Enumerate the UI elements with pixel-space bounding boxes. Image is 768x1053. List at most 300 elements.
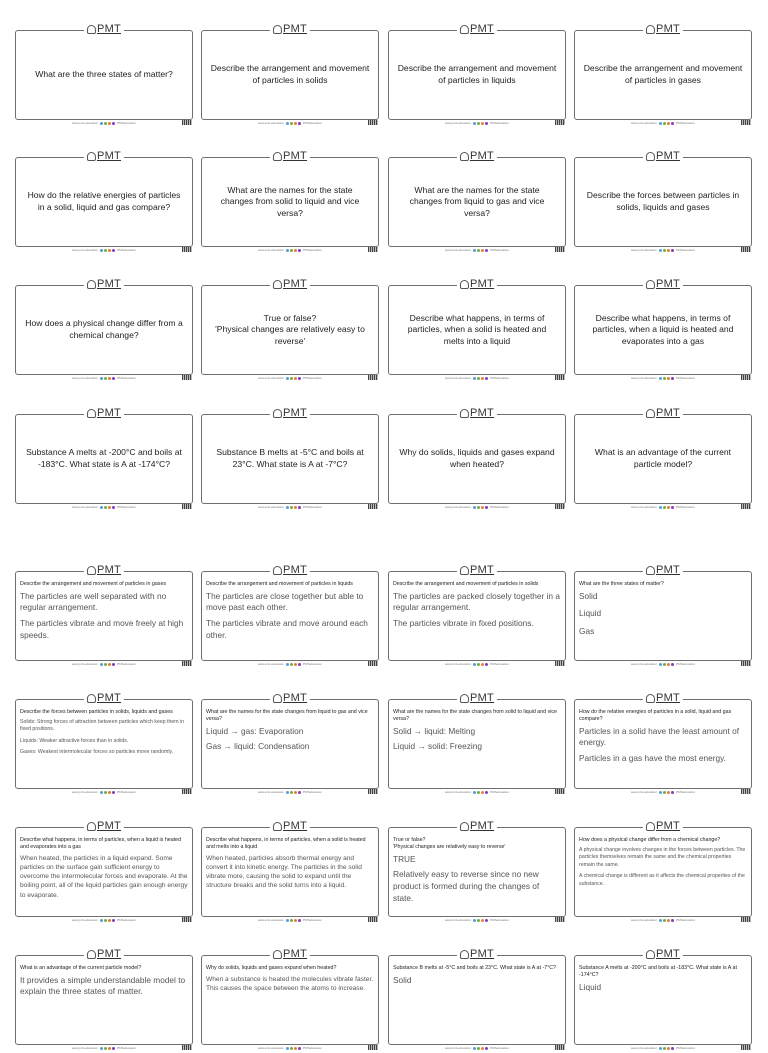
licence-badge-icon [741,120,751,125]
footer-links [256,790,324,794]
answer-card [15,564,193,666]
footer-text: www.pmt.education [630,1046,657,1050]
card-footer [16,789,192,797]
footer-links [629,376,697,380]
footer-links [256,248,324,252]
answer-text: The particles vibrate and move around each other. [206,618,368,640]
footer-links [256,376,324,380]
answer-card-question: Describe what happens, in terms of particles, when a solid is heated and melts into a liquid [206,837,366,850]
question-card [15,278,193,380]
footer-text: www.pmt.education [630,505,657,509]
footer-brand: PMTeducation [490,1046,510,1050]
social-icons [659,919,674,922]
social-icons [659,663,674,666]
footer-text: www.pmt.education [71,248,98,252]
card-footer [389,375,565,383]
footer-brand: PMTeducation [303,1046,323,1050]
pmt-emblem-icon [460,566,469,575]
answer-card-question: Substance B melts at -5°C and boils at 23°C. What state is A at -7°C? [393,965,556,971]
licence-badge-icon [741,789,751,794]
answer-text: Liquid [579,608,602,619]
logo-text: PMT [282,150,308,162]
licence-badge-icon [741,917,751,922]
question-text: Describe the arrangement and movement of particles in liquids [397,63,557,85]
licence-badge-icon [368,661,378,666]
answer-card-question: Describe the arrangement and movement of particles in solids [393,581,539,587]
footer-text: www.pmt.education [71,121,98,125]
footer-links [256,505,324,509]
footer-text: www.pmt.education [630,662,657,666]
card-footer [202,504,378,512]
social-icons [473,1047,488,1050]
pmt-emblem-icon [87,694,96,703]
footer-links [443,505,511,509]
card-footer [202,917,378,925]
footer-links [70,918,138,922]
logo-text: PMT [469,23,495,35]
answer-content [579,709,747,786]
footer-links [70,505,138,509]
social-icons [473,249,488,252]
answer-content [393,965,561,1042]
logo-text: PMT [469,948,495,960]
footer-text: www.pmt.education [630,790,657,794]
card-footer [202,247,378,255]
logo-text: PMT [96,407,122,419]
logo-text: PMT [655,150,681,162]
pmt-logo [84,948,124,960]
answer-content [206,709,374,786]
logo-text: PMT [282,564,308,576]
card-footer [389,661,565,669]
logo-text: PMT [282,278,308,290]
footer-links [443,790,511,794]
answer-text: Liquid → gas: Evaporation [206,725,304,736]
card-footer [16,504,192,512]
answer-content [579,581,747,658]
pmt-logo [270,948,310,960]
answer-content [20,709,188,786]
answer-card-question: Describe the arrangement and movement of particles in liquids [206,581,353,587]
footer-text: www.pmt.education [630,248,657,252]
answer-card-question: Why do solids, liquids and gases expand when heated? [206,965,337,971]
footer-brand: PMTeducation [490,790,510,794]
footer-links [629,918,697,922]
pmt-emblem-icon [646,950,655,959]
logo-text: PMT [469,150,495,162]
answer-text: The particles vibrate and move freely at high speeds. [20,618,184,640]
card-footer [389,247,565,255]
footer-text: www.pmt.education [257,790,284,794]
question-text: Describe what happens, in terms of particles, when a solid is heated and melts into a liquid [407,312,547,346]
pmt-emblem-icon [87,566,96,575]
pmt-logo [643,820,683,832]
footer-text: www.pmt.education [71,918,98,922]
logo-text: PMT [96,820,122,832]
question-card [574,23,752,125]
logo-text: PMT [469,820,495,832]
licence-badge-icon [555,1045,565,1050]
footer-text: www.pmt.education [71,376,98,380]
logo-text: PMT [655,820,681,832]
question-text: Why do solids, liquids and gases expand when heated? [399,447,555,469]
question-text: Substance A melts at -200°C and boils at -183°C. What state is A at -174°C? [26,447,182,469]
card-footer [575,917,751,925]
social-icons [100,663,115,666]
logo-text: PMT [655,948,681,960]
footer-brand: PMTeducation [117,790,137,794]
footer-text: www.pmt.education [257,376,284,380]
answer-card-question: How do the relative energies of particles in a solid, liquid and gas compare? [579,709,732,722]
answer-content [20,837,188,914]
footer-brand: PMTeducation [303,918,323,922]
licence-badge-icon [182,661,192,666]
footer-links [629,121,697,125]
question-card [574,150,752,252]
question-text: Describe the forces between particles in solids, liquids and gases [586,190,740,212]
footer-links [629,248,697,252]
answer-text: Solid [393,974,412,985]
pmt-logo [270,692,310,704]
footer-text: www.pmt.education [444,248,471,252]
footer-brand: PMTeducation [490,248,510,252]
logo-text: PMT [655,407,681,419]
answer-card [201,948,379,1050]
card-footer [389,789,565,797]
answer-card [574,948,752,1050]
logo-text: PMT [469,692,495,704]
footer-text: www.pmt.education [71,1046,98,1050]
question-text: How do the relative energies of particles in a solid, liquid and gas compare? [27,190,181,212]
footer-links [629,790,697,794]
footer-brand: PMTeducation [117,918,137,922]
footer-brand: PMTeducation [676,790,696,794]
footer-brand: PMTeducation [303,662,323,666]
question-text: Substance B melts at -5°C and boils at 23°C. What state is A at -7°C? [216,447,364,469]
question-card [201,407,379,509]
pmt-emblem-icon [646,566,655,575]
footer-links [443,376,511,380]
pmt-logo [84,564,124,576]
answer-card-question: What are the three states of matter? [579,581,664,587]
answer-card [388,820,566,922]
answer-text: Liquid → solid: Freezing [393,741,483,752]
footer-brand: PMTeducation [117,248,137,252]
social-icons [473,663,488,666]
pmt-logo [643,692,683,704]
logo-text: PMT [469,278,495,290]
logo-text: PMT [282,407,308,419]
logo-text: PMT [655,278,681,290]
footer-brand: PMTeducation [303,505,323,509]
answer-text: Relatively easy to reverse since no new product is formed during the changes of state. [393,869,540,903]
footer-links [443,1046,511,1050]
social-icons [286,919,301,922]
footer-brand: PMTeducation [303,376,323,380]
logo-text: PMT [96,23,122,35]
answer-text: The particles are close together but able to move past each other. [206,590,364,613]
footer-links [629,505,697,509]
pmt-emblem-icon [273,566,282,575]
card-footer [16,917,192,925]
footer-links [443,918,511,922]
footer-text: www.pmt.education [630,918,657,922]
answer-content [579,965,747,1042]
licence-badge-icon [741,504,751,509]
licence-badge-icon [555,661,565,666]
licence-badge-icon [182,1045,192,1050]
licence-badge-icon [741,247,751,252]
licence-badge-icon [555,789,565,794]
footer-brand: PMTeducation [490,662,510,666]
pmt-emblem-icon [273,950,282,959]
question-text: Describe the arrangement and movement of particles in gases [583,63,743,85]
social-icons [286,249,301,252]
card-footer [16,1045,192,1053]
answer-card-question: What is an advantage of the current particle model? [20,965,142,971]
question-text: What is an advantage of the current particle model? [594,447,732,469]
social-icons [473,919,488,922]
footer-links [256,121,324,125]
social-icons [100,919,115,922]
answer-text: Liquid [579,981,602,992]
card-footer [202,1045,378,1053]
footer-links [256,662,324,666]
footer-links [70,790,138,794]
footer-text: www.pmt.education [444,376,471,380]
social-icons [100,1047,115,1050]
question-card [201,150,379,252]
pmt-logo [457,692,497,704]
licence-badge-icon [182,247,192,252]
licence-badge-icon [555,504,565,509]
answer-text: The particles vibrate in fixed positions. [393,618,534,629]
footer-text: www.pmt.education [444,1046,471,1050]
answer-text: A physical change involves changes in the forces between particles. The particles themselves remain the same and the chemical properties remain the same. [579,846,746,868]
social-icons [473,791,488,794]
social-icons [286,506,301,509]
footer-brand: PMTeducation [676,505,696,509]
pmt-logo [84,820,124,832]
footer-brand: PMTeducation [117,505,137,509]
footer-links [629,1046,697,1050]
pmt-logo [457,564,497,576]
footer-links [443,248,511,252]
footer-text: www.pmt.education [257,505,284,509]
footer-text: www.pmt.education [444,918,471,922]
footer-links [256,918,324,922]
logo-text: PMT [282,692,308,704]
answer-card-question: What are the names for the state changes from liquid to gas and vice versa? [206,709,368,722]
footer-text: www.pmt.education [71,790,98,794]
social-icons [659,122,674,125]
footer-links [629,662,697,666]
card-footer [575,661,751,669]
card-footer [16,120,192,128]
footer-links [70,121,138,125]
licence-badge-icon [741,661,751,666]
answer-text: Particles in a gas have the most energy. [579,752,726,763]
card-footer [16,661,192,669]
question-card [388,23,566,125]
footer-links [70,248,138,252]
footer-brand: PMTeducation [490,376,510,380]
pmt-logo [643,948,683,960]
logo-text: PMT [282,948,308,960]
footer-text: www.pmt.education [257,662,284,666]
question-card [388,278,566,380]
answer-text: Solid → liquid: Melting [393,725,476,736]
card-footer [389,504,565,512]
card-footer [575,375,751,383]
licence-badge-icon [368,375,378,380]
pmt-logo [643,564,683,576]
card-footer [389,1045,565,1053]
pmt-logo [457,820,497,832]
footer-brand: PMTeducation [676,918,696,922]
logo-text: PMT [282,23,308,35]
footer-brand: PMTeducation [490,505,510,509]
card-footer [16,375,192,383]
footer-links [443,121,511,125]
social-icons [100,249,115,252]
answer-text: A chemical change is different as it affects the chemical properties of the substance. [579,873,745,887]
footer-text: www.pmt.education [257,121,284,125]
answer-content [393,709,561,786]
pmt-logo [84,692,124,704]
answer-card [388,692,566,794]
question-card [15,23,193,125]
licence-badge-icon [368,917,378,922]
logo-text: PMT [655,23,681,35]
logo-text: PMT [96,564,122,576]
footer-brand: PMTeducation [303,790,323,794]
licence-badge-icon [182,789,192,794]
logo-text: PMT [655,692,681,704]
question-card [388,407,566,509]
footer-links [70,376,138,380]
card-footer [202,789,378,797]
licence-badge-icon [368,789,378,794]
answer-content [393,837,561,914]
logo-text: PMT [655,564,681,576]
question-card [388,150,566,252]
social-icons [659,249,674,252]
footer-brand: PMTeducation [117,1046,137,1050]
card-footer [16,247,192,255]
footer-text: www.pmt.education [257,918,284,922]
answer-card [201,820,379,922]
pmt-emblem-icon [646,694,655,703]
answer-content [206,965,374,1042]
answer-content [20,965,188,1042]
licence-badge-icon [741,375,751,380]
footer-links [443,662,511,666]
card-footer [575,789,751,797]
footer-brand: PMTeducation [117,376,137,380]
footer-brand: PMTeducation [676,376,696,380]
licence-badge-icon [555,120,565,125]
footer-text: www.pmt.education [444,790,471,794]
answer-content [206,837,374,914]
answer-text: Gas → liquid: Condensation [206,741,310,752]
licence-badge-icon [555,247,565,252]
answer-card-question: Substance A melts at -200°C and boils at -183°C. What state is A at -174°C? [579,965,737,978]
card-footer [575,1045,751,1053]
licence-badge-icon [368,504,378,509]
social-icons [659,506,674,509]
answer-card [15,820,193,922]
answer-text: When heated, the particles in a liquid expand. Some particles on the surface gain sufficient energy to overcome the intermolecular forces and evaporate. At the boiling point, all of the liquid particles gain enough energy to evaporate. [20,854,188,899]
question-card [574,278,752,380]
answer-content [393,581,561,658]
question-text: How does a physical change differ from a chemical change? [25,318,183,340]
question-card [201,23,379,125]
footer-brand: PMTeducation [303,248,323,252]
answer-text: The particles are packed closely together in a regular arrangement. [393,590,560,613]
logo-text: PMT [96,948,122,960]
social-icons [473,377,488,380]
question-text: Describe what happens, in terms of particles, when a liquid is heated and evaporates into a gas [592,312,734,346]
pmt-logo [270,820,310,832]
pmt-emblem-icon [646,822,655,831]
social-icons [473,506,488,509]
social-icons [473,122,488,125]
question-text: What are the three states of matter? [35,69,173,80]
licence-badge-icon [182,504,192,509]
social-icons [286,791,301,794]
answer-card [388,564,566,666]
answer-text: Gases: Weakest intermolecular forces so particles move randomly. [20,749,174,756]
question-card [201,278,379,380]
answer-card [574,692,752,794]
footer-brand: PMTeducation [303,121,323,125]
answer-card-question: How does a physical change differ from a chemical change? [579,837,721,843]
footer-text: www.pmt.education [71,505,98,509]
footer-text: www.pmt.education [444,505,471,509]
pmt-emblem-icon [460,694,469,703]
logo-text: PMT [469,564,495,576]
footer-text: www.pmt.education [630,376,657,380]
answer-text: Solid [579,590,598,601]
question-card [574,407,752,509]
social-icons [286,663,301,666]
footer-text: www.pmt.education [630,121,657,125]
question-text: What are the names for the state changes from liquid to gas and vice versa? [409,184,545,218]
answer-card [574,564,752,666]
footer-brand: PMTeducation [676,1046,696,1050]
answer-card [201,564,379,666]
answer-card [15,692,193,794]
answer-content [20,581,188,658]
card-footer [389,120,565,128]
pmt-emblem-icon [273,694,282,703]
licence-badge-icon [182,120,192,125]
logo-text: PMT [469,407,495,419]
answer-text: It provides a simple understandable model to explain the three states of matter. [20,974,186,997]
footer-brand: PMTeducation [676,121,696,125]
answer-text: Gas [579,626,595,637]
answer-card [574,820,752,922]
social-icons [286,122,301,125]
footer-text: www.pmt.education [257,248,284,252]
social-icons [286,1047,301,1050]
card-footer [202,375,378,383]
answer-text: TRUE [393,853,416,864]
answer-text: When heated, particles absorb thermal energy and convert it into kinetic energy. The particles in the solid vibrate more, causing the solid to expand until the structure breaks and the solid turns into a liquid. [206,854,362,890]
question-card [15,150,193,252]
answer-content [206,581,374,658]
